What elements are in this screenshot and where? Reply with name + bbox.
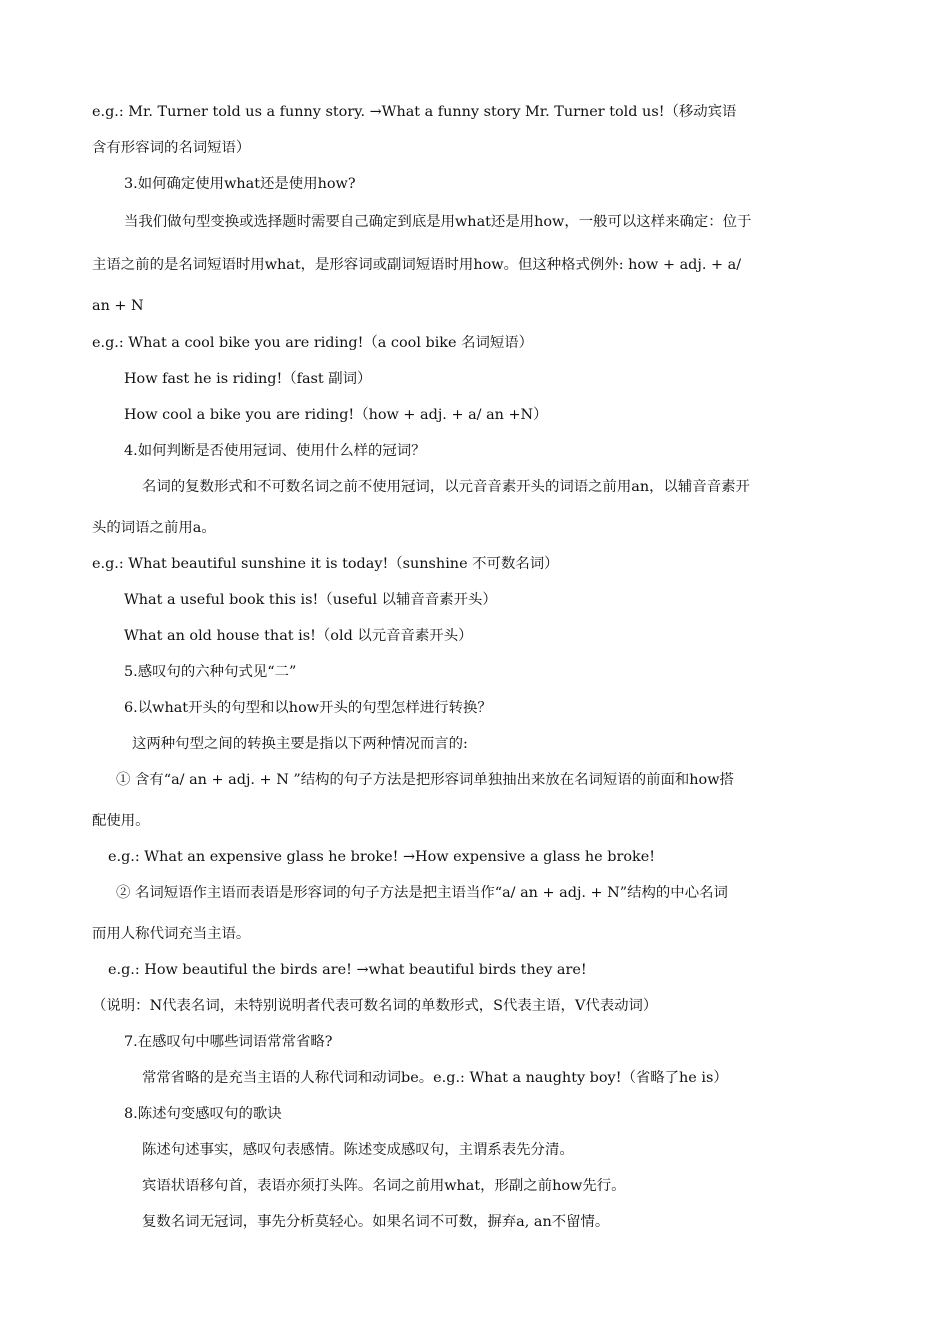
text-line: ② 名词短语作主语而表语是形容词的句子方法是把主语当作“a/ an + adj. + N”结构的中心名词 bbox=[116, 885, 728, 901]
text-line: 8.陈述句变感叹句的歌诀 bbox=[124, 1106, 282, 1122]
text-line: （说明：N代表名词，未特别说明者代表可数名词的单数形式，S代表主语，V代表动词） bbox=[92, 998, 658, 1014]
text-line: 复数名词无冠词，事先分析莫轻心。如果名词不可数，摒弃a, an不留情。 bbox=[142, 1214, 610, 1230]
text-line: What an old house that is!（old 以元音音素开头） bbox=[124, 628, 473, 644]
text-line: 常常省略的是充当主语的人称代词和动词be。e.g.: What a naughty boy!（省略了he is） bbox=[142, 1070, 728, 1086]
text-line: 这两种句型之间的转换主要是指以下两种情况而言的: bbox=[132, 736, 468, 752]
text-line: How cool a bike you are riding!（how + adj. + a/ an +N） bbox=[124, 407, 548, 423]
text-line: 含有形容词的名词短语） bbox=[92, 140, 251, 156]
text-line: 配使用。 bbox=[92, 813, 150, 829]
text-line: How fast he is riding!（fast 副词） bbox=[124, 371, 372, 387]
text-line: e.g.: What an expensive glass he broke! →How expensive a glass he broke! bbox=[108, 849, 656, 865]
text-line: 4.如何判断是否使用冠词、使用什么样的冠词？ bbox=[124, 443, 426, 459]
text-line: 宾语状语移句首，表语亦须打头阵。名词之前用what，形副之前how先行。 bbox=[142, 1178, 626, 1194]
text-line: 当我们做句型变换或选择题时需要自己确定到底是用what还是用how，一般可以这样来确定：位于 bbox=[124, 214, 752, 230]
text-line: 主语之前的是名词短语时用what，是形容词或副词短语时用how。但这种格式例外: how + adj. + a/ bbox=[92, 257, 742, 273]
text-line: e.g.: What beautiful sunshine it is today!（sunshine 不可数名词） bbox=[92, 556, 559, 572]
text-line: e.g.: Mr. Turner told us a funny story. →What a funny story Mr. Turner told us!（移动宾语 bbox=[92, 104, 737, 120]
text-line: e.g.: How beautiful the birds are! →what beautiful birds they are! bbox=[108, 962, 587, 978]
text-line: ① 含有“a/ an + adj. + N ”结构的句子方法是把形容词单独抽出来放在名词短语的前面和how搭 bbox=[116, 772, 734, 788]
text-line: 名词的复数形式和不可数名词之前不使用冠词，以元音音素开头的词语之前用an，以辅音音素开 bbox=[142, 479, 750, 495]
text-line: e.g.: What a cool bike you are riding!（a cool bike 名词短语） bbox=[92, 335, 534, 351]
text-line: 7.在感叹句中哪些词语常常省略? bbox=[124, 1034, 333, 1050]
text-line: 而用人称代词充当主语。 bbox=[92, 926, 251, 942]
text-line: 3.如何确定使用what还是使用how? bbox=[124, 176, 356, 192]
text-line: an + N bbox=[92, 298, 144, 314]
text-line: 6.以what开头的句型和以how开头的句型怎样进行转换？ bbox=[124, 700, 492, 716]
text-line: 陈述句述事实，感叹句表感情。陈述变成感叹句，主谓系表先分清。 bbox=[142, 1142, 574, 1158]
text-line: 5.感叹句的六种句式见“二” bbox=[124, 664, 297, 680]
text-line: What a useful book this is!（useful 以辅音音素开头） bbox=[124, 592, 497, 608]
text-line: 头的词语之前用a。 bbox=[92, 520, 216, 536]
